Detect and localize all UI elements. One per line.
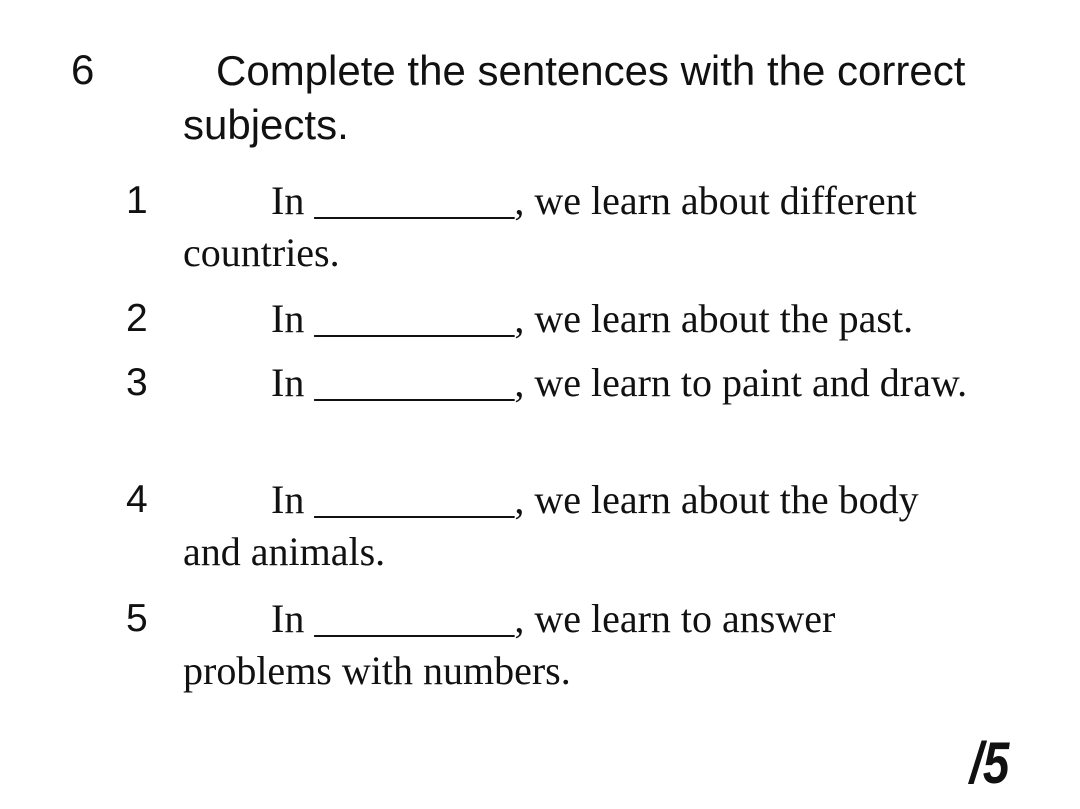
sentence-text: In __________, we learn to paint and draw.	[271, 360, 968, 405]
sentence-text: In __________, we learn to answer problems with numbers.	[183, 596, 836, 693]
sentence-number: 2	[126, 297, 148, 340]
score-total: /5	[969, 731, 1009, 796]
sentence-text: In __________, we learn about different countries.	[183, 178, 917, 275]
sentence-number: 5	[126, 597, 148, 640]
sentence-number: 3	[126, 361, 148, 404]
sentence-number: 4	[126, 478, 148, 521]
exercise-number: 6	[71, 46, 95, 93]
sentence-text: In __________, we learn about the body and animals.	[183, 477, 919, 574]
sentence-number: 1	[126, 179, 148, 222]
exercise-instruction: Complete the sentences with the correct subjects.	[183, 47, 966, 148]
sentence-text: In __________, we learn about the past.	[271, 296, 914, 341]
